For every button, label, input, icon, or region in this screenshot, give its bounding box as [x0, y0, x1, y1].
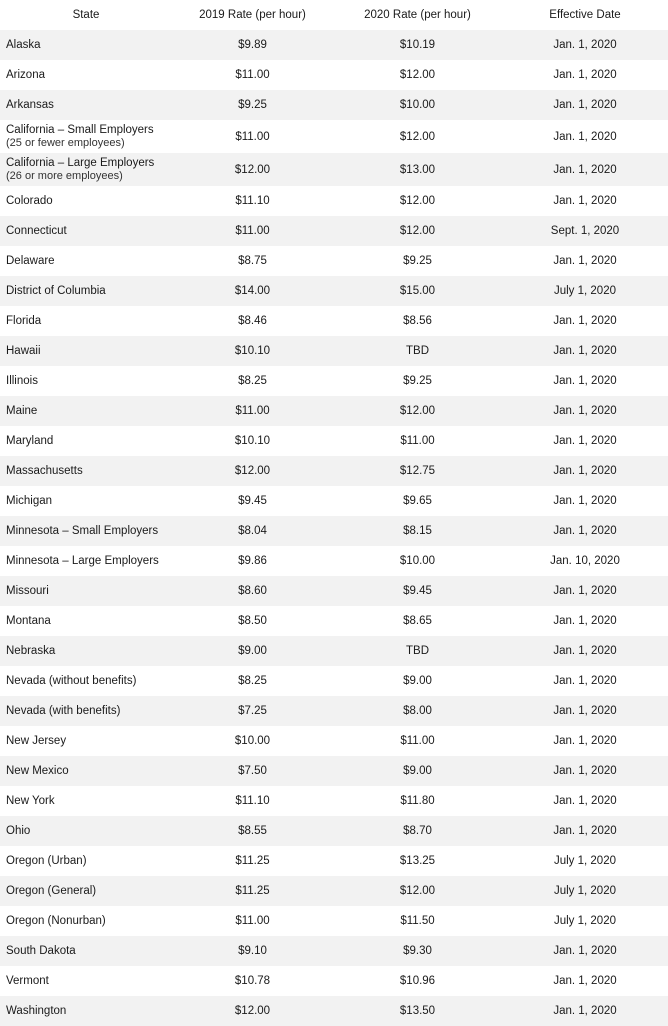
rate-2020-cell: $9.45 [333, 576, 502, 606]
state-cell: Missouri [0, 576, 172, 606]
effective-date-cell: Jan. 1, 2020 [502, 456, 668, 486]
rate-2019-cell: $9.86 [238, 555, 267, 567]
state-name: California – Small Employers [6, 124, 154, 136]
header-effective-date: Effective Date [549, 9, 621, 21]
state-cell: Maine [0, 396, 172, 426]
rate-2020-cell: $12.00 [333, 396, 502, 426]
rate-2019-cell: $9.89 [172, 30, 333, 60]
effective-date-cell: Jan. 1, 2020 [553, 495, 617, 507]
header-2020-rate: 2020 Rate (per hour) [364, 9, 471, 21]
effective-date-cell: Jan. 1, 2020 [502, 153, 668, 186]
table-row [0, 426, 668, 456]
effective-date-cell: Jan. 1, 2020 [502, 336, 668, 366]
state-cell: New York [6, 795, 55, 807]
rate-2019-cell: $8.46 [238, 315, 267, 327]
table-row [0, 756, 668, 786]
state-cell: Delaware [6, 255, 55, 267]
rate-2020-cell: TBD [333, 336, 502, 366]
table-row [0, 636, 668, 666]
rate-2019-cell: $11.25 [235, 855, 270, 867]
effective-date-cell: Jan. 1, 2020 [502, 516, 668, 546]
effective-date-cell: Jan. 1, 2020 [553, 975, 617, 987]
state-cell: Nevada (without benefits) [6, 675, 137, 687]
table-row [0, 786, 668, 816]
header-state: State [72, 9, 100, 21]
rate-2019-cell: $11.10 [235, 195, 270, 207]
rate-2019-cell: $8.75 [238, 255, 267, 267]
table-row [0, 216, 668, 246]
rate-2020-cell: $10.96 [399, 975, 436, 987]
rate-2020-cell: $12.00 [333, 876, 502, 906]
rate-2019-cell: $11.25 [172, 876, 333, 906]
rate-2019-cell: $11.00 [172, 396, 333, 426]
rate-2020-cell: $12.00 [399, 195, 436, 207]
rate-2020-cell: $9.65 [403, 495, 432, 507]
rate-2019-cell: $11.00 [235, 915, 270, 927]
effective-date-cell: Jan. 1, 2020 [502, 996, 668, 1026]
table-body [0, 30, 668, 1026]
state-cell: South Dakota [0, 936, 172, 966]
state-cell: Ohio [0, 816, 172, 846]
rate-2019-cell: $10.78 [234, 975, 271, 987]
state-cell: Nevada (with benefits) [0, 696, 172, 726]
rate-2019-cell: $12.00 [172, 996, 333, 1026]
rate-2020-cell: $13.00 [333, 153, 502, 186]
state-cell: New Mexico [0, 756, 172, 786]
rate-2019-cell: $8.04 [172, 516, 333, 546]
rate-2019-cell: $9.45 [238, 495, 267, 507]
effective-date-cell: Jan. 1, 2020 [553, 795, 617, 807]
effective-date-cell: Jan. 10, 2020 [550, 555, 620, 567]
effective-date-cell: Jan. 1, 2020 [502, 396, 668, 426]
table-row [0, 996, 668, 1026]
rate-2020-cell: $12.00 [399, 69, 436, 81]
rate-2019-cell: $8.25 [238, 375, 267, 387]
effective-date-cell: Jan. 1, 2020 [553, 69, 617, 81]
table-row [0, 366, 668, 396]
effective-date-cell: Jan. 1, 2020 [553, 675, 617, 687]
table-row [0, 486, 668, 516]
table-row [0, 666, 668, 696]
effective-date-cell: Jan. 1, 2020 [553, 315, 617, 327]
rate-2019-cell: $8.50 [238, 615, 267, 627]
rate-2020-cell: $10.00 [333, 90, 502, 120]
table-row [0, 456, 668, 486]
rate-2019-cell: $9.10 [172, 936, 333, 966]
rate-2020-cell: $9.25 [403, 255, 432, 267]
rate-2020-cell: $12.75 [333, 456, 502, 486]
table-row [0, 396, 668, 426]
state-cell: Alaska [0, 30, 172, 60]
rate-2020-cell: $8.00 [333, 696, 502, 726]
table-row [0, 336, 668, 366]
table-row [0, 816, 668, 846]
state-cell: Minnesota – Small Employers [0, 516, 172, 546]
table-row [0, 726, 668, 756]
effective-date-cell: Jan. 1, 2020 [553, 615, 617, 627]
rate-2020-cell: $11.00 [400, 735, 435, 747]
rate-2020-cell: $12.00 [333, 216, 502, 246]
state-cell: Illinois [6, 375, 38, 387]
rate-2020-cell: $13.50 [333, 996, 502, 1026]
rate-2020-cell: TBD [333, 636, 502, 666]
rate-2019-cell: $12.00 [172, 153, 333, 186]
rate-2020-cell: $10.19 [333, 30, 502, 60]
state-cell: Montana [6, 615, 51, 627]
rate-2020-cell: $15.00 [333, 276, 502, 306]
rate-2020-cell: $9.00 [403, 675, 432, 687]
table-row [0, 153, 668, 186]
effective-date-cell: Jan. 1, 2020 [502, 756, 668, 786]
effective-date-cell: Jan. 1, 2020 [502, 576, 668, 606]
table-row [0, 696, 668, 726]
rate-2019-cell: $10.00 [234, 735, 271, 747]
table-row [0, 186, 668, 216]
effective-date-cell: Jan. 1, 2020 [553, 195, 617, 207]
rate-2019-cell: $9.25 [172, 90, 333, 120]
effective-date-cell: Jan. 1, 2020 [502, 816, 668, 846]
table-row [0, 606, 668, 636]
rate-2020-cell: $11.00 [400, 435, 435, 447]
state-cell: Florida [6, 315, 42, 327]
table-row [0, 966, 668, 996]
state-cell: Connecticut [0, 216, 172, 246]
table-row [0, 30, 668, 60]
state-note: (25 or fewer employees) [6, 137, 125, 149]
state-cell: Arizona [6, 69, 45, 81]
table-row [0, 576, 668, 606]
table-row [0, 516, 668, 546]
rate-2019-cell: $7.50 [172, 756, 333, 786]
state-name: California – Large Employers [6, 157, 155, 169]
state-cell: Washington [0, 996, 172, 1026]
rate-2020-cell: $9.30 [333, 936, 502, 966]
state-cell: District of Columbia [0, 276, 172, 306]
rate-2019-cell: $7.25 [172, 696, 333, 726]
effective-date-cell: Jan. 1, 2020 [502, 30, 668, 60]
rate-2019-cell: $12.00 [172, 456, 333, 486]
rate-2019-cell: $10.10 [234, 435, 271, 447]
table-row [0, 90, 668, 120]
rate-2019-cell: $11.10 [235, 795, 270, 807]
state-cell: Minnesota – Large Employers [6, 555, 159, 567]
rate-2019-cell: $9.00 [172, 636, 333, 666]
rate-2020-cell: $11.50 [400, 915, 435, 927]
effective-date-cell: Sept. 1, 2020 [502, 216, 668, 246]
rate-2019-cell: $8.55 [172, 816, 333, 846]
table-row [0, 906, 668, 936]
rate-2019-cell: $8.25 [238, 675, 267, 687]
rate-2019-cell: $11.00 [235, 69, 270, 81]
state-cell: Oregon (Nonurban) [6, 915, 106, 927]
state-cell: Massachusetts [0, 456, 172, 486]
rate-2019-cell: $14.00 [172, 276, 333, 306]
table-row [0, 546, 668, 576]
rate-2020-cell: $10.00 [399, 555, 436, 567]
rate-2020-cell: $13.25 [399, 855, 436, 867]
table-header [0, 0, 668, 30]
effective-date-cell: Jan. 1, 2020 [502, 636, 668, 666]
state-cell [0, 120, 172, 153]
effective-date-cell: July 1, 2020 [502, 276, 668, 306]
effective-date-cell: July 1, 2020 [553, 915, 616, 927]
effective-date-cell: Jan. 1, 2020 [553, 435, 617, 447]
state-note: (26 or more employees) [6, 170, 123, 182]
rate-2019-cell: $11.00 [235, 130, 270, 143]
header-2019-rate: 2019 Rate (per hour) [199, 9, 306, 21]
effective-date-cell: July 1, 2020 [502, 876, 668, 906]
rate-2019-cell: $8.60 [172, 576, 333, 606]
effective-date-cell: July 1, 2020 [553, 855, 616, 867]
table-row [0, 306, 668, 336]
effective-date-cell: Jan. 1, 2020 [502, 936, 668, 966]
state-cell: Arkansas [0, 90, 172, 120]
rate-2020-cell: $8.56 [403, 315, 432, 327]
header-row [0, 0, 668, 30]
table-row [0, 120, 668, 153]
state-cell: Colorado [6, 195, 53, 207]
effective-date-cell: Jan. 1, 2020 [502, 696, 668, 726]
state-cell: Nebraska [0, 636, 172, 666]
table-row [0, 276, 668, 306]
rate-2019-cell: $11.00 [172, 216, 333, 246]
state-cell: Vermont [6, 975, 49, 987]
state-cell: Maryland [6, 435, 54, 447]
table-row [0, 936, 668, 966]
rate-2019-cell: $10.10 [172, 336, 333, 366]
rate-2020-cell: $8.65 [403, 615, 432, 627]
state-cell: Oregon (General) [0, 876, 172, 906]
table-row [0, 876, 668, 906]
rate-2020-cell: $8.70 [333, 816, 502, 846]
effective-date-cell: Jan. 1, 2020 [553, 130, 617, 143]
state-cell: Oregon (Urban) [6, 855, 87, 867]
rate-2020-cell: $12.00 [399, 130, 436, 143]
state-cell: Michigan [6, 495, 53, 507]
effective-date-cell: Jan. 1, 2020 [553, 255, 617, 267]
state-cell: New Jersey [6, 735, 67, 747]
table-row [0, 846, 668, 876]
rate-2020-cell: $9.25 [403, 375, 432, 387]
table-row [0, 60, 668, 90]
state-cell: Hawaii [0, 336, 172, 366]
table-row [0, 246, 668, 276]
rate-2020-cell: $8.15 [333, 516, 502, 546]
rate-2020-cell: $9.00 [333, 756, 502, 786]
effective-date-cell: Jan. 1, 2020 [502, 90, 668, 120]
state-cell [0, 153, 172, 186]
effective-date-cell: Jan. 1, 2020 [553, 375, 617, 387]
rate-2020-cell: $11.80 [400, 795, 435, 807]
effective-date-cell: Jan. 1, 2020 [553, 735, 617, 747]
